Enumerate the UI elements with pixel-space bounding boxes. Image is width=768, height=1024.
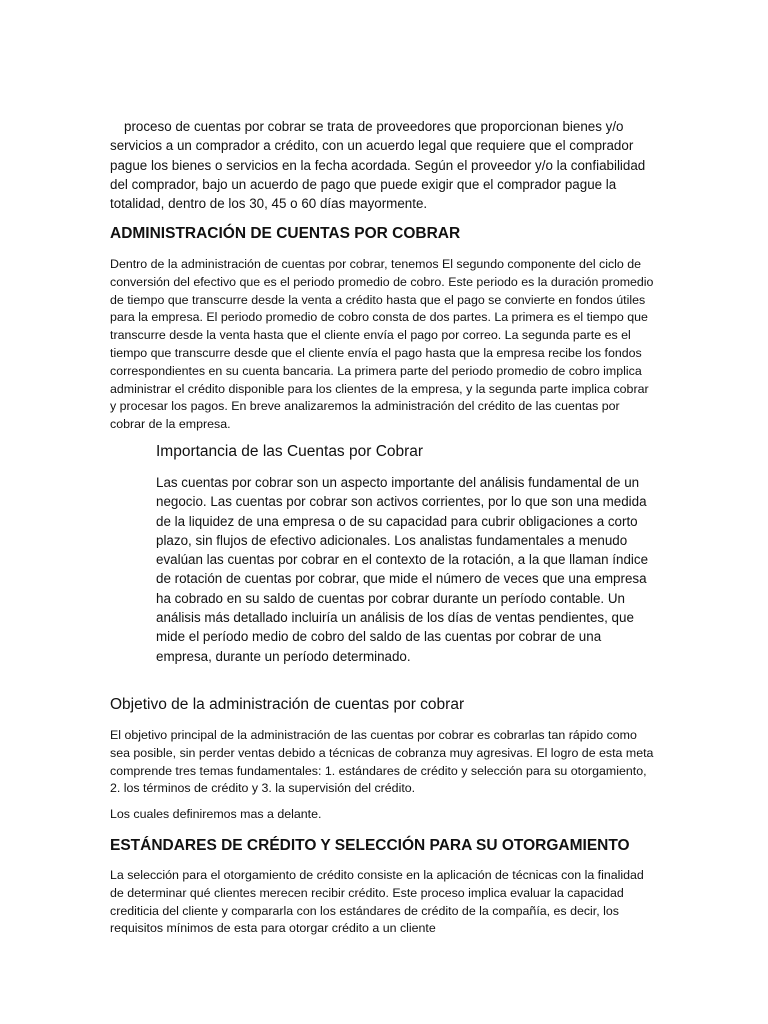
heading-estandares: ESTÁNDARES DE CRÉDITO Y SELECCIÓN PARA SU OTORGAMIENTO — [110, 837, 630, 854]
intro-paragraph: proceso de cuentas por cobrar se trata de proveedores que proporcionan bienes y/o servicios a un comprador a crédito, con un acuerdo legal que requiere que el comprador pague los bienes o servicios en la fecha acordada. Según el proveedor y/o la confiabilidad del comprador, bajo un acuerdo de pago que puede exigir que el comprador pague la totalidad, dentro de los 30, 45 o 60 días mayormente. — [110, 119, 646, 212]
heading-objetivo: Objetivo de la administración de cuentas por cobrar — [110, 696, 465, 713]
paragraph-definiremos: Los cuales definiremos mas a delante. — [110, 807, 322, 821]
paragraph-estandares: La selección para el otorgamiento de crédito consiste en la aplicación de técnicas con la finalidad de determinar qué clientes merecen recibir crédito. Este proceso implica evaluar la capacidad crediticia del cliente y compararla con los estándares de crédito de la compañía, es decir, los requisitos mínimos de esta para otorgar crédito a un cliente — [110, 868, 644, 936]
heading-importancia: Importancia de las Cuentas por Cobrar — [156, 443, 424, 460]
paragraph-administracion: Dentro de la administración de cuentas por cobrar, tenemos El segundo componente del ciclo de conversión del efectivo que es el periodo promedio de cobro. Este periodo es la duración promedio de tiempo que transcurre desde la venta a crédito hasta que el pago se convierte en fondos útiles para la empresa. El periodo promedio de cobro consta de dos partes. La primera es el tiempo que transcurre desde la venta hasta que el cliente envía el pago por correo. La segunda parte es el tiempo que transcurre desde que el cliente envía el pago hasta que la empresa recibe los fondos correspondientes en su cuenta bancaria. La primera parte del periodo promedio de cobro implica administrar el crédito disponible para los clientes de la empresa, y la segunda parte implica cobrar y procesar los pagos. En breve analizaremos la administración del crédito de las cuentas por cobrar de la empresa. — [110, 257, 654, 432]
paragraph-objetivo: El objetivo principal de la administración de las cuentas por cobrar es cobrarlas tan rápido como sea posible, sin perder ventas debido a técnicas de cobranza muy agresivas. El logro de esta meta comprende tres temas fundamentales: 1. estándares de crédito y selección para su otorgamiento, 2. los términos de crédito y 3. la supervisión del crédito. — [110, 728, 654, 796]
paragraph-importancia: Las cuentas por cobrar son un aspecto importante del análisis fundamental de un negocio. Las cuentas por cobrar son activos corrientes, por lo que son una medida de la liquidez de una empresa o de su capacidad para cubrir obligaciones a corto plazo, sin flujos de efectivo adicionales. Los analistas fundamentales a menudo evalúan las cuentas por cobrar en el contexto de la rotación, a la que llaman índice de rotación de cuentas por cobrar, que mide el número de veces que una empresa ha cobrado en su saldo de cuentas por cobrar durante un período contable. Un análisis más detallado incluiría un análisis de los días de ventas pendientes, que mide el período medio de cobro del saldo de las cuentas por cobrar de una empresa, durante un período determinado. — [156, 475, 649, 664]
heading-administracion: ADMINISTRACIÓN DE CUENTAS POR COBRAR — [110, 225, 461, 242]
